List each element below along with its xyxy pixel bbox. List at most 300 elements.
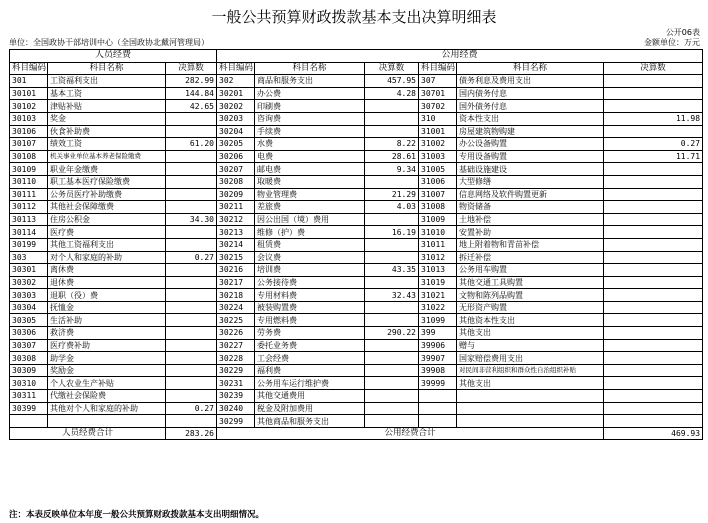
subject-name: 其他对个人和家庭的补助 [48, 402, 166, 415]
subject-code: 30213 [217, 226, 255, 239]
subject-code: 307 [419, 75, 457, 88]
subject-name: 邮电费 [255, 163, 365, 176]
table-row [10, 364, 703, 377]
table-row [10, 100, 703, 113]
subject-amount [604, 238, 703, 251]
subject-code: 30206 [217, 150, 255, 163]
subject-amount [365, 390, 419, 403]
subject-code: 30201 [217, 87, 255, 100]
subject-amount [365, 112, 419, 125]
subject-name: 无形资产购置 [457, 301, 604, 314]
subject-amount: 8.22 [365, 138, 419, 151]
subject-name: 住房公积金 [48, 213, 166, 226]
subject-code: 30304 [10, 301, 48, 314]
subject-code: 30102 [10, 100, 48, 113]
subject-amount [604, 201, 703, 214]
subject-amount: 11.71 [604, 150, 703, 163]
table-row [10, 402, 703, 415]
subject-code: 31006 [419, 175, 457, 188]
table-row [10, 125, 703, 138]
table-row [10, 175, 703, 188]
table-row [10, 150, 703, 163]
subject-amount: 0.27 [604, 138, 703, 151]
subject-name: 委托业务费 [255, 339, 365, 352]
subject-code: 30309 [10, 364, 48, 377]
subject-code: 31011 [419, 238, 457, 251]
subject-name: 专用燃料费 [255, 314, 365, 327]
table-row [10, 188, 703, 201]
subject-name: 印刷费 [255, 100, 365, 113]
subject-amount [166, 415, 217, 428]
subject-code: 31008 [419, 201, 457, 214]
subject-name: 办公费 [255, 87, 365, 100]
subject-code: 30212 [217, 213, 255, 226]
subject-name: 拆迁补偿 [457, 251, 604, 264]
subject-code: 30399 [10, 402, 48, 415]
subject-code: 31001 [419, 125, 457, 138]
subject-amount: 4.03 [365, 201, 419, 214]
subject-name: 手续费 [255, 125, 365, 138]
table-row [10, 238, 703, 251]
subject-code: 30106 [10, 125, 48, 138]
subject-amount [604, 314, 703, 327]
subject-amount [365, 314, 419, 327]
subject-amount [365, 100, 419, 113]
subject-name: 职工基本医疗保险缴费 [48, 175, 166, 188]
subject-amount: 61.20 [166, 138, 217, 151]
subject-amount [166, 364, 217, 377]
subject-code: 39906 [419, 339, 457, 352]
subject-name: 其他社会保障缴费 [48, 201, 166, 214]
table-row [10, 264, 703, 277]
subject-code: 302 [217, 75, 255, 88]
subject-amount [604, 175, 703, 188]
subject-code: 30305 [10, 314, 48, 327]
header-name: 科目名称 [255, 62, 365, 75]
subject-amount [604, 352, 703, 365]
subject-amount [166, 289, 217, 302]
subject-code: 30302 [10, 276, 48, 289]
subject-name: 其他商品和服务支出 [255, 415, 365, 428]
footnote: 注：本表反映单位本年度一般公共预算财政拨款基本支出明细情况。 [9, 510, 265, 520]
subject-code: 30110 [10, 175, 48, 188]
subject-amount [604, 87, 703, 100]
table-row [10, 226, 703, 239]
header-amount: 决算数 [166, 62, 217, 75]
subject-code: 31002 [419, 138, 457, 151]
subject-code: 30114 [10, 226, 48, 239]
subject-amount [166, 238, 217, 251]
subject-name [48, 415, 166, 428]
header-code: 科目编码 [419, 62, 457, 75]
subject-code: 31005 [419, 163, 457, 176]
subject-name: 医疗费补助 [48, 339, 166, 352]
subject-amount [365, 364, 419, 377]
subject-name: 对个人和家庭的补助 [48, 251, 166, 264]
subject-amount: 34.30 [166, 213, 217, 226]
subject-name: 基本工资 [48, 87, 166, 100]
subject-amount [166, 163, 217, 176]
subject-name: 咨询费 [255, 112, 365, 125]
subject-code: 30199 [10, 238, 48, 251]
subject-name: 安置补助 [457, 226, 604, 239]
subject-name: 会议费 [255, 251, 365, 264]
expenditure-table [9, 49, 703, 440]
subject-name: 其他资本性支出 [457, 314, 604, 327]
section-personnel: 人员经费 [10, 50, 217, 63]
subject-name: 机关事业单位基本养老保险缴费 [48, 150, 166, 163]
subject-name: 离休费 [48, 264, 166, 277]
table-row [10, 112, 703, 125]
subject-code [419, 402, 457, 415]
subject-amount: 144.84 [166, 87, 217, 100]
subject-name: 取暖费 [255, 175, 365, 188]
subject-name: 津贴补贴 [48, 100, 166, 113]
subject-amount [365, 175, 419, 188]
subject-code: 31099 [419, 314, 457, 327]
subject-name: 办公设备购置 [457, 138, 604, 151]
subject-name: 职业年金缴费 [48, 163, 166, 176]
subject-code: 30214 [217, 238, 255, 251]
subject-name: 伙食补助费 [48, 125, 166, 138]
subject-amount [365, 125, 419, 138]
subject-code: 30303 [10, 289, 48, 302]
subject-code: 39908 [419, 364, 457, 377]
subject-name: 土地补偿 [457, 213, 604, 226]
subject-code: 301 [10, 75, 48, 88]
subject-name: 物业管理费 [255, 188, 365, 201]
subject-amount: 0.27 [166, 251, 217, 264]
subject-code: 30109 [10, 163, 48, 176]
subject-amount [604, 402, 703, 415]
subject-code: 30307 [10, 339, 48, 352]
subject-name: 地上附着物和青苗补偿 [457, 238, 604, 251]
subject-code [419, 390, 457, 403]
subject-name: 其他工资福利支出 [48, 238, 166, 251]
table-row [10, 327, 703, 340]
subject-amount [604, 415, 703, 428]
subject-amount [604, 276, 703, 289]
subject-code: 31009 [419, 213, 457, 226]
subject-code: 30203 [217, 112, 255, 125]
subject-amount [604, 264, 703, 277]
subject-amount [166, 314, 217, 327]
subject-name: 个人农业生产补贴 [48, 377, 166, 390]
subject-code: 30308 [10, 352, 48, 365]
subject-name: 助学金 [48, 352, 166, 365]
table-row [10, 201, 703, 214]
subject-amount [166, 125, 217, 138]
subject-amount [166, 327, 217, 340]
table-row [10, 301, 703, 314]
table-row [10, 289, 703, 302]
personnel-total-label: 人员经费合计 [10, 427, 166, 440]
subject-amount [166, 339, 217, 352]
subject-name: 其他交通费用 [255, 390, 365, 403]
subject-name: 信息网络及软件购置更新 [457, 188, 604, 201]
subject-amount [365, 377, 419, 390]
subject-name: 文物和陈列品购置 [457, 289, 604, 302]
subject-name: 国内债务付息 [457, 87, 604, 100]
subject-amount [365, 213, 419, 226]
table-row [10, 339, 703, 352]
subject-code: 30311 [10, 390, 48, 403]
subject-amount [166, 175, 217, 188]
subject-name: 房屋建筑物购建 [457, 125, 604, 138]
subject-amount [166, 112, 217, 125]
subject-name: 奖金 [48, 112, 166, 125]
subject-code: 30204 [217, 125, 255, 138]
subject-code: 31010 [419, 226, 457, 239]
subject-amount: 4.28 [365, 87, 419, 100]
subject-name: 差旅费 [255, 201, 365, 214]
subject-code: 30225 [217, 314, 255, 327]
subject-code: 30239 [217, 390, 255, 403]
subject-code: 30231 [217, 377, 255, 390]
table-row [10, 213, 703, 226]
subject-code: 30218 [217, 289, 255, 302]
subject-code: 30301 [10, 264, 48, 277]
subject-code: 31003 [419, 150, 457, 163]
subject-code: 303 [10, 251, 48, 264]
subject-amount [604, 125, 703, 138]
subject-amount: 0.27 [166, 402, 217, 415]
table-row [10, 352, 703, 365]
subject-name: 物资储备 [457, 201, 604, 214]
subject-amount: 16.19 [365, 226, 419, 239]
subject-name [457, 390, 604, 403]
table-row [10, 163, 703, 176]
subject-name: 其他支出 [457, 377, 604, 390]
table-row [10, 390, 703, 403]
subject-amount: 28.61 [365, 150, 419, 163]
subject-code: 30103 [10, 112, 48, 125]
subject-name: 大型修缮 [457, 175, 604, 188]
subject-name: 专用设备购置 [457, 150, 604, 163]
subject-amount [166, 390, 217, 403]
subject-name: 租赁费 [255, 238, 365, 251]
subject-code: 31013 [419, 264, 457, 277]
subject-code: 30224 [217, 301, 255, 314]
subject-name: 医疗费 [48, 226, 166, 239]
subject-name: 维修（护）费 [255, 226, 365, 239]
subject-code: 30240 [217, 402, 255, 415]
subject-code [10, 415, 48, 428]
subject-amount: 282.99 [166, 75, 217, 88]
subject-amount [365, 352, 419, 365]
subject-name: 绩效工资 [48, 138, 166, 151]
subject-code: 30229 [217, 364, 255, 377]
subject-amount: 43.35 [365, 264, 419, 277]
subject-code: 30228 [217, 352, 255, 365]
subject-amount [604, 188, 703, 201]
subject-amount [604, 364, 703, 377]
subject-amount: 457.95 [365, 75, 419, 88]
subject-name: 其他支出 [457, 327, 604, 340]
public-total-label: 公用经费合计 [217, 427, 604, 440]
subject-code: 30299 [217, 415, 255, 428]
subject-name: 福利费 [255, 364, 365, 377]
subject-amount [166, 188, 217, 201]
subject-name: 被装购置费 [255, 301, 365, 314]
subject-code: 30227 [217, 339, 255, 352]
subject-amount [166, 150, 217, 163]
subject-name: 国外债务付息 [457, 100, 604, 113]
subject-amount: 21.29 [365, 188, 419, 201]
subject-code: 30226 [217, 327, 255, 340]
subject-code: 30108 [10, 150, 48, 163]
subject-code: 31022 [419, 301, 457, 314]
header-amount: 决算数 [365, 62, 419, 75]
subject-code: 30211 [217, 201, 255, 214]
subject-amount [166, 264, 217, 277]
amount-unit: 金额单位：万元 [644, 38, 700, 47]
subject-name: 专用材料费 [255, 289, 365, 302]
subject-code: 310 [419, 112, 457, 125]
subject-amount [365, 238, 419, 251]
subject-name: 其他交通工具购置 [457, 276, 604, 289]
subject-name: 水费 [255, 138, 365, 151]
subject-amount [166, 226, 217, 239]
public-total-value: 469.93 [604, 427, 703, 440]
subject-code: 39999 [419, 377, 457, 390]
subject-amount: 290.22 [365, 327, 419, 340]
subject-code: 30702 [419, 100, 457, 113]
subject-amount: 11.98 [604, 112, 703, 125]
subject-amount [365, 402, 419, 415]
subject-code: 30701 [419, 87, 457, 100]
subject-amount [166, 301, 217, 314]
subject-name: 赠与 [457, 339, 604, 352]
subject-amount [166, 352, 217, 365]
subject-code: 30217 [217, 276, 255, 289]
subject-code: 30208 [217, 175, 255, 188]
subject-amount [365, 251, 419, 264]
subject-name: 债务利息及费用支出 [457, 75, 604, 88]
subject-code: 30112 [10, 201, 48, 214]
subject-name: 抚恤金 [48, 301, 166, 314]
subject-amount: 32.43 [365, 289, 419, 302]
subject-name: 因公出国（境）费用 [255, 213, 365, 226]
subject-code: 31019 [419, 276, 457, 289]
subject-name: 救济费 [48, 327, 166, 340]
subject-name: 对民间非营利组织和群众性自治组织补贴 [457, 364, 604, 377]
subject-code: 30107 [10, 138, 48, 151]
subject-code: 30111 [10, 188, 48, 201]
subject-code: 30310 [10, 377, 48, 390]
subject-amount [166, 377, 217, 390]
subject-amount [604, 289, 703, 302]
reporting-unit: 单位：全国政协干部培训中心（全国政协北戴河管理局） [9, 38, 209, 47]
subject-name: 公务接待费 [255, 276, 365, 289]
subject-name: 奖励金 [48, 364, 166, 377]
subject-name: 公务用车购置 [457, 264, 604, 277]
subject-amount [604, 301, 703, 314]
subject-name: 劳务费 [255, 327, 365, 340]
table-row [10, 314, 703, 327]
subject-name: 国家赔偿费用支出 [457, 352, 604, 365]
table-row [10, 251, 703, 264]
subject-name [457, 415, 604, 428]
subject-amount [365, 301, 419, 314]
subject-amount [365, 415, 419, 428]
header-amount: 决算数 [604, 62, 703, 75]
subject-name: 商品和服务支出 [255, 75, 365, 88]
subject-amount [365, 339, 419, 352]
subject-code: 30202 [217, 100, 255, 113]
subject-code: 31021 [419, 289, 457, 302]
subject-code: 30216 [217, 264, 255, 277]
subject-amount [604, 251, 703, 264]
subject-name: 资本性支出 [457, 112, 604, 125]
subject-name: 代缴社会保险费 [48, 390, 166, 403]
subject-code: 30215 [217, 251, 255, 264]
subject-name: 生活补助 [48, 314, 166, 327]
subject-amount [604, 226, 703, 239]
subject-name: 公务员医疗补助缴费 [48, 188, 166, 201]
section-public: 公用经费 [217, 50, 703, 63]
table-row [10, 377, 703, 390]
subject-amount [166, 276, 217, 289]
subject-name: 培训费 [255, 264, 365, 277]
subject-amount [604, 390, 703, 403]
subject-name: 电费 [255, 150, 365, 163]
subject-name: 公务用车运行维护费 [255, 377, 365, 390]
subject-code: 30205 [217, 138, 255, 151]
subject-code: 31012 [419, 251, 457, 264]
subject-amount [604, 100, 703, 113]
subject-name: 退职（役）费 [48, 289, 166, 302]
subject-name: 基础设施建设 [457, 163, 604, 176]
subject-amount: 9.34 [365, 163, 419, 176]
subject-amount [604, 377, 703, 390]
report-title: 一般公共预算财政拨款基本支出决算明细表 [211, 8, 497, 26]
form-number: 公开06表 [665, 28, 700, 37]
header-code: 科目编码 [217, 62, 255, 75]
subject-amount [604, 213, 703, 226]
subject-name [457, 402, 604, 415]
subject-code [419, 415, 457, 428]
subject-code: 30209 [217, 188, 255, 201]
subject-code: 30306 [10, 327, 48, 340]
header-name: 科目名称 [48, 62, 166, 75]
subject-amount [604, 339, 703, 352]
subject-amount: 42.65 [166, 100, 217, 113]
subject-amount [604, 163, 703, 176]
subject-amount [365, 276, 419, 289]
subject-code: 39907 [419, 352, 457, 365]
subject-code: 30207 [217, 163, 255, 176]
table-row [10, 138, 703, 151]
subject-code: 30101 [10, 87, 48, 100]
subject-amount [604, 327, 703, 340]
subject-code: 30113 [10, 213, 48, 226]
table-row [10, 415, 703, 428]
header-code: 科目编码 [10, 62, 48, 75]
subject-code: 31007 [419, 188, 457, 201]
subject-name: 工资福利支出 [48, 75, 166, 88]
table-row [10, 75, 703, 88]
subject-amount [604, 75, 703, 88]
subject-name: 工会经费 [255, 352, 365, 365]
table-row [10, 276, 703, 289]
table-row [10, 87, 703, 100]
subject-amount [166, 201, 217, 214]
subject-code: 399 [419, 327, 457, 340]
subject-name: 退休费 [48, 276, 166, 289]
header-name: 科目名称 [457, 62, 604, 75]
personnel-total-value: 283.26 [166, 427, 217, 440]
